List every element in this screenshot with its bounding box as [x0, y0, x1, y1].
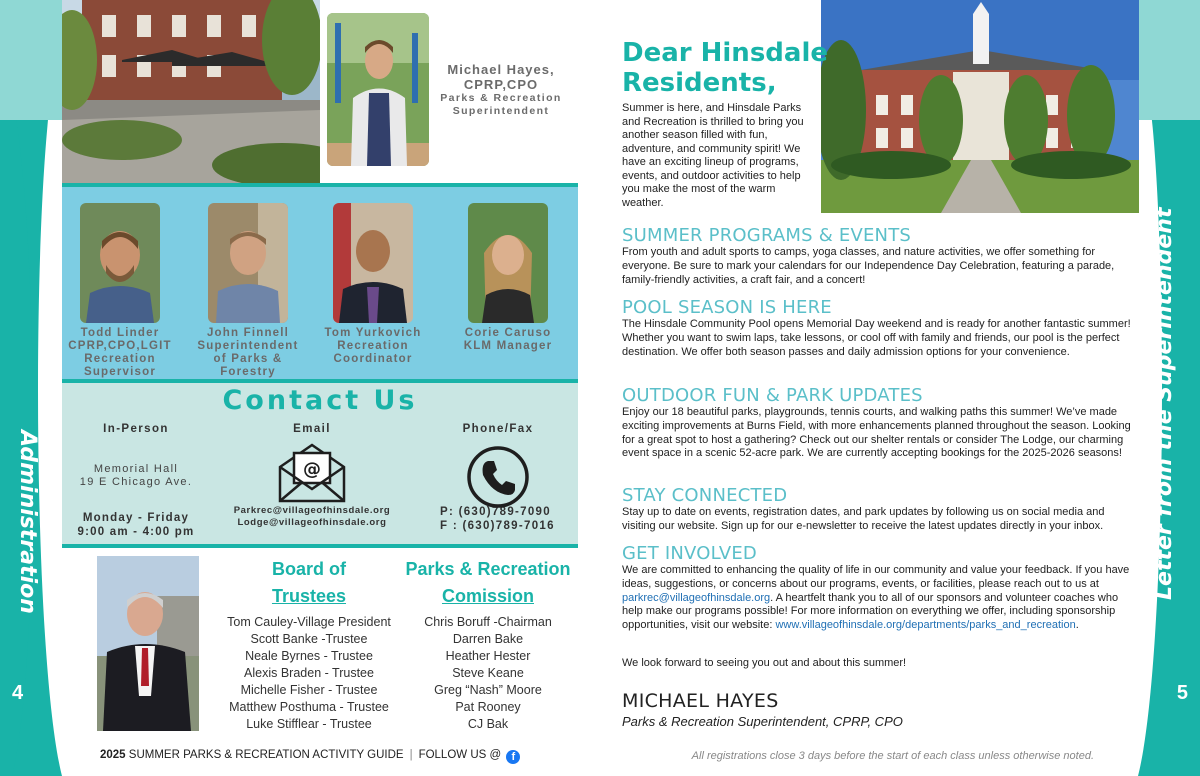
facebook-icon[interactable]: f: [506, 750, 520, 764]
footer-guide-title: SUMMER PARKS & RECREATION ACTIVITY GUIDE: [128, 749, 404, 761]
section-summer-programs: [622, 226, 1140, 287]
svg-text:@: @: [303, 459, 321, 480]
list-item: Heather Hester: [445, 649, 531, 663]
address-line-1: Memorial Hall: [93, 463, 179, 475]
section-body: The Hinsdale Community Pool opens Memorial Day weekend and is ready for another fantastic summer! Whether you want to swim laps, take lessons, or cool off with family and friends, our pool is the perfect destination. We offer both season passes and daily admission options for your convenience.: [622, 318, 1131, 358]
footer-follow: FOLLOW US @: [418, 749, 502, 761]
section-stay-connected: [622, 486, 1140, 534]
staff-name: John Finnell: [206, 327, 290, 339]
michael-hayes-photo: [327, 13, 429, 166]
contact-title: Contact Us: [222, 385, 418, 416]
email-lodge[interactable]: Lodge@villageofhinsdale.org: [237, 517, 387, 528]
hours-time: 9:00 am - 4:00 pm: [77, 526, 195, 538]
page-number-left: 4: [12, 682, 24, 704]
envelope-icon: [276, 443, 348, 505]
section-get-involved: [622, 544, 1140, 633]
hours-days: Monday - Friday: [82, 512, 190, 524]
list-item: Scott Banke -Trustee: [250, 632, 368, 646]
commission-heading-2: Comission: [441, 586, 534, 606]
contact-phone: [418, 423, 578, 533]
section-heading: OUTDOOR FUN & PARK UPDATES: [622, 385, 923, 406]
footer-guide: 2025 SUMMER PARKS & RECREATION ACTIVITY GUIDE | FOLLOW US @ f: [100, 749, 520, 764]
staff-photo-john-finnell: [208, 203, 288, 323]
staff-title-line: Supervisor: [83, 366, 157, 378]
superintendent-caption: [432, 62, 570, 118]
list-item: Greg “Nash” Moore: [434, 683, 542, 697]
involved-text-3: .: [1075, 619, 1079, 632]
superintendent-name: Michael Hayes,: [447, 62, 555, 77]
staff-title-line: Coordinator: [333, 353, 413, 365]
contact-email: [212, 423, 412, 529]
list-item: Neale Byrnes - Trustee: [245, 649, 373, 663]
letter-greeting: [622, 38, 828, 98]
staff-card-todd-linder: [59, 203, 181, 379]
section-heading: SUMMER PROGRAMS & EVENTS: [622, 225, 912, 246]
staff-photo-corie-caruso: [468, 203, 548, 323]
staff-title-line: Recreation: [84, 353, 156, 365]
contact-in-person: [62, 423, 210, 539]
email-parkrec[interactable]: Parkrec@villageofhinsdale.org: [233, 505, 391, 516]
involved-text-2: . A heartfelt thank you to all of our sponsors and volunteer coaches who help make our programs possible! For more information on everything we offer, including sponsorship opportunities, visit our website:: [622, 591, 1119, 632]
staff-title-line: KLM Manager: [463, 340, 553, 352]
contact-panel: [62, 383, 578, 548]
list-item: Matthew Posthuma - Trustee: [229, 700, 389, 714]
staff-title-line: Superintendent: [197, 340, 299, 352]
section-body: Enjoy our 18 beautiful parks, playgrounds, tennis courts, and walking paths this summer! We’ve made exciting improvements at Burns Field, with more enhancements planned throughout the season. Looking for a great spot to host a gathering? Check out our shelter rentals or consider The Lodge, our charming event space in a scenic 52-acre park. We are currently accepting bookings for the 2025-2026 seasons!: [622, 406, 1131, 460]
email-heading: Email: [293, 423, 331, 435]
superintendent-title-1: Parks & Recreation: [440, 92, 562, 104]
staff-title-line: of Parks &: [213, 353, 283, 365]
list-item: CJ Bak: [467, 717, 509, 731]
list-item: Steve Keane: [452, 666, 524, 680]
section-heading: STAY CONNECTED: [622, 485, 788, 506]
greeting-line-2: Residents,: [622, 68, 777, 98]
phone-icon: [466, 445, 530, 509]
involved-email-link[interactable]: parkrec@villageofhinsdale.org: [622, 591, 771, 604]
staff-photo-tom-yurkovich: [333, 203, 413, 323]
greeting-line-1: Dear Hinsdale: [622, 38, 828, 68]
commission-list: [398, 614, 578, 733]
section-heading: GET INVOLVED: [622, 543, 757, 564]
section-pool-season: [622, 298, 1140, 359]
address-line-2: 19 E Chicago Ave.: [79, 476, 193, 488]
list-item: Darren Bake: [452, 632, 524, 646]
list-item: Michelle Fisher - Trustee: [240, 683, 378, 697]
section-body: From youth and adult sports to camps, yoga classes, and nature activities, we offer something for everyone. Be sure to mark your calendars for our Independence Day Celebration, featuring a parade, family-friendly activities, a craft fair, and a concert!: [622, 246, 1115, 286]
staff-title-line: Recreation: [337, 340, 409, 352]
list-item: Alexis Braden - Trustee: [244, 666, 374, 680]
board-heading-1: Board of: [272, 559, 346, 579]
staff-band: [62, 183, 578, 383]
staff-title-line: Forestry: [220, 366, 276, 378]
section-label-administration: Administration: [15, 430, 40, 614]
letter-intro: Summer is here, and Hinsdale Parks and Recreation is thrilled to bring you another season filled with fun, adventure, and community spirit! We have an exciting lineup of programs, events, and outdoor activities to help you make the most of the warm weather.: [622, 102, 804, 209]
staff-card-tom-yurkovich: [312, 203, 434, 366]
phone-number[interactable]: P: (630)789-7090: [440, 506, 551, 518]
staff-card-corie-caruso: [447, 203, 569, 353]
superintendent-title-2: Superintendent: [452, 105, 550, 117]
list-item: Chris Boruff -Chairman: [424, 615, 552, 629]
staff-card-john-finnell: [187, 203, 309, 379]
staff-name: Corie Caruso: [464, 327, 552, 339]
staff-name: Todd Linder: [80, 327, 160, 339]
list-item: Pat Rooney: [455, 700, 521, 714]
signature-title: Parks & Recreation Superintendent, CPRP, CPO: [622, 714, 903, 729]
list-item: Luke Stifflear - Trustee: [246, 717, 372, 731]
involved-website-link[interactable]: www.villageofhinsdale.org/departments/parks_and_recreation: [775, 619, 1076, 632]
memorial-hall-photo: [821, 0, 1139, 213]
list-item: Tom Cauley-Village President: [227, 615, 391, 629]
phone-heading: Phone/Fax: [462, 423, 534, 435]
staff-photo-todd-linder: [80, 203, 160, 323]
parks-commission: [398, 556, 578, 733]
section-heading: POOL SEASON IS HERE: [622, 297, 832, 318]
signature-name: MICHAEL HAYES: [622, 690, 779, 712]
footer-note: All registrations close 3 days before the start of each class unless otherwise noted.: [691, 750, 1094, 762]
involved-text-1: We are committed to enhancing the quality of life in our community and value your feedback. If you have ideas, suggestions, or concerns about our programs, events, or facilities, please reach out to us at: [622, 564, 1130, 590]
letter-closing: We look forward to seeing you out and about this summer!: [622, 657, 907, 669]
village-president-photo: [97, 556, 199, 731]
page-number-right: 5: [1176, 682, 1188, 704]
commission-heading-1: Parks & Recreation: [405, 559, 571, 579]
staff-name: Tom Yurkovich: [324, 327, 422, 339]
in-person-heading: In-Person: [103, 423, 169, 435]
trustees-list: [218, 614, 400, 733]
section-outdoor-fun: [622, 386, 1140, 461]
footer-year: 2025: [100, 749, 126, 761]
superintendent-credentials: CPRP,CPO: [463, 77, 539, 92]
section-body: [622, 564, 1140, 633]
board-of-trustees: [218, 556, 400, 733]
staff-title-line: CPRP,CPO,LGIT: [68, 340, 172, 352]
section-body: Stay up to date on events, registration dates, and park updates by following us on social media and visiting our website. Sign up for our e-newsletter to receive the latest updates directly in your inbox.: [622, 506, 1105, 532]
board-heading-2: Trustees: [271, 586, 347, 606]
plaza-photo: [62, 0, 320, 183]
section-label-letter: Letter from the Superintendent: [1152, 207, 1177, 600]
fax-number: F : (630)789-7016: [440, 520, 555, 532]
